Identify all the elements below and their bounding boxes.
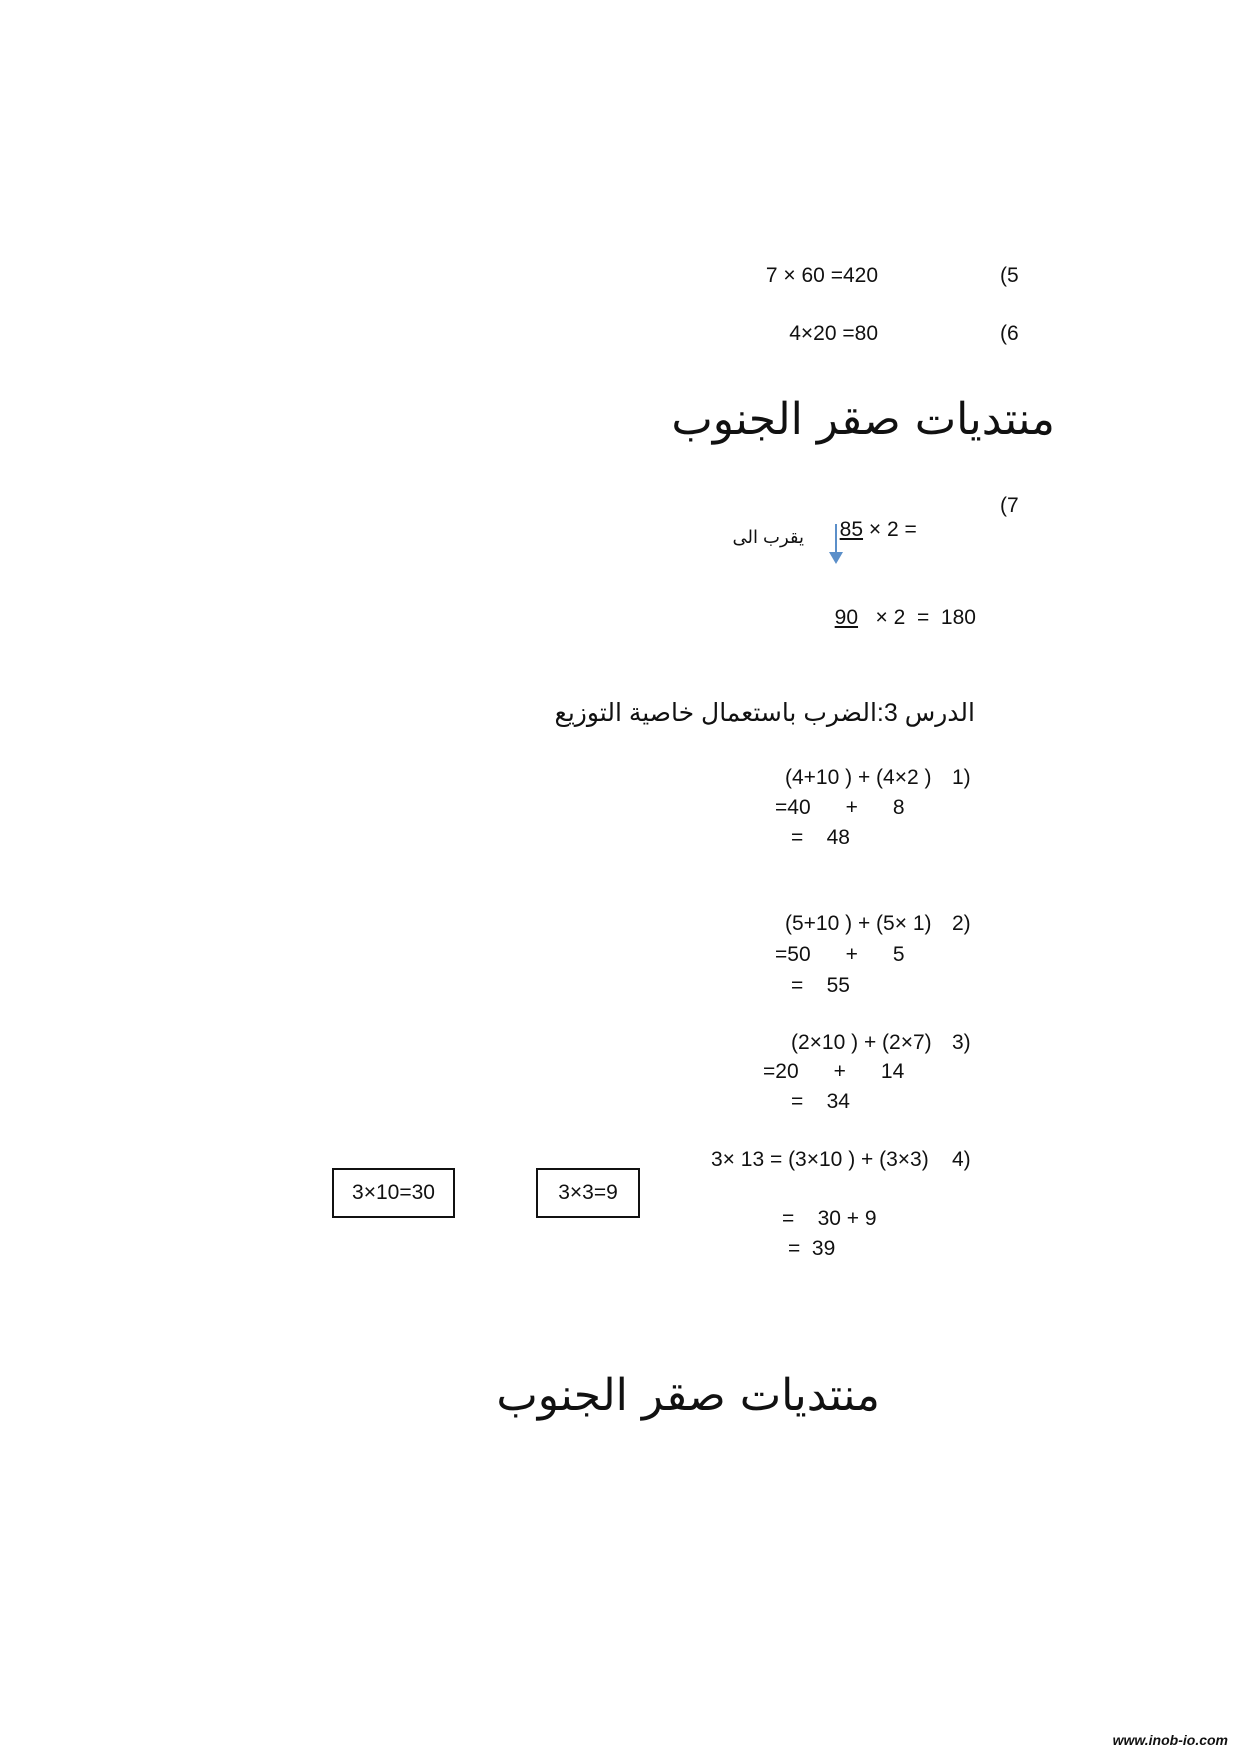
item-6-expression: 4×20 =80 — [789, 322, 878, 345]
item-7-underlined-value: 85 — [839, 518, 864, 541]
problem-1-line-3: = 48 — [791, 826, 850, 849]
box-3x3: 3×3=9 — [536, 1168, 640, 1218]
item-5-expression: 7 × 60 =420 — [765, 264, 878, 287]
problem-2-line-2: =50 + 5 — [775, 943, 905, 966]
problem-3-line-2: =20 + 14 — [763, 1060, 905, 1083]
item-6-number: (6 — [1000, 322, 1019, 345]
watermark-heading-bottom: منتديات صقر الجنوب — [496, 1370, 880, 1421]
item-7-rest: × 2 = — [863, 518, 917, 541]
item-5-number: (5 — [1000, 264, 1019, 287]
item-7-number: (7 — [1000, 494, 1019, 517]
problem-4-line-3: = 39 — [788, 1237, 836, 1260]
rounds-to-label: يقرب الى — [732, 527, 804, 547]
problem-2-line-1: (5+10 ) + (5× 1) — [785, 912, 932, 935]
box-3x10: 3×10=30 — [332, 1168, 455, 1218]
problem-4-line-2: = 30 + 9 — [782, 1207, 877, 1230]
down-arrow-icon — [826, 522, 846, 566]
problem-1-line-1: (4+10 ) + (4×2 ) — [785, 766, 932, 789]
item-7-rounded-expression — [823, 582, 976, 630]
problem-2-line-3: = 55 — [791, 974, 850, 997]
problem-1-number: 1) — [952, 766, 971, 789]
watermark-heading-top: منتديات صقر الجنوب — [671, 394, 1055, 445]
lesson-title: الدرس 3:الضرب باستعمال خاصية التوزيع — [554, 699, 975, 727]
problem-4-line-1: 3× 13 = (3×10 ) + (3×3) — [711, 1148, 929, 1171]
problem-3-line-3: = 34 — [791, 1090, 850, 1113]
problem-1-line-2: =40 + 8 — [775, 796, 905, 819]
item-7-rounded-rest: × 2 = 180 — [858, 606, 976, 629]
problem-3-number: 3) — [952, 1031, 971, 1054]
footer-url: www.inob-io.com — [1112, 1732, 1228, 1748]
problem-4-number: 4) — [952, 1148, 971, 1171]
item-7-rounded-value: 90 — [834, 606, 859, 629]
problem-2-number: 2) — [952, 912, 971, 935]
problem-3-line-1: (2×10 ) + (2×7) — [791, 1031, 932, 1054]
